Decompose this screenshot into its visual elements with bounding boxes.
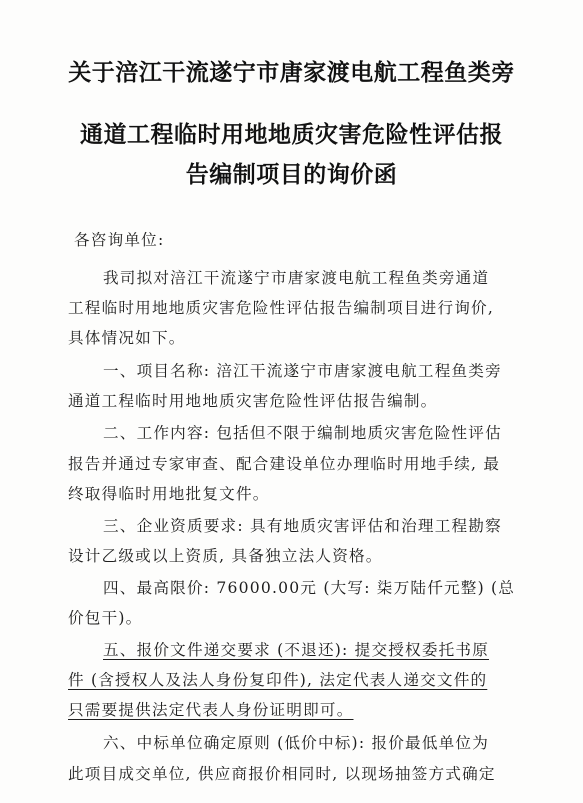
intro-paragraph-line-2: 工程临时用地地质灾害危险性评估报告编制项目进行询价, bbox=[68, 299, 495, 317]
intro-paragraph-line-3: 具体情况如下。 bbox=[68, 329, 186, 347]
winner-principle-line-1: 六、中标单位确定原则 (低价中标): 报价最低单位为 bbox=[103, 734, 490, 752]
salutation: 各咨询单位: bbox=[74, 231, 165, 249]
intro-paragraph-line-1: 我司拟对涪江干流遂宁市唐家渡电航工程鱼类旁通道 bbox=[103, 269, 490, 287]
project-name-line-2: 通道工程临时用地地质灾害危险性评估报告编制。 bbox=[68, 392, 438, 410]
max-price-line-2: 价包干)。 bbox=[68, 609, 143, 627]
winner-principle-line-2: 此项目成交单位, 供应商报价相同时, 以现场抽签方式确定 bbox=[68, 765, 496, 783]
qualification-line-1: 三、企业资质要求: 具有地质灾害评估和治理工程勘察 bbox=[103, 517, 502, 535]
max-price-line-1: 四、最高限价: 76000.00元 (大写: 柒万陆仟元整) (总 bbox=[103, 579, 516, 597]
document-title-line-3: 告编制项目的询价函 bbox=[185, 162, 398, 188]
work-content-line-2: 报告并通过专家审查、配合建设单位办理临时用地手续, 最 bbox=[68, 455, 501, 473]
submission-requirements-line-3: 只需要提供法定代表人身份证明即可。 bbox=[68, 701, 354, 719]
submission-requirements-line-1: 五、报价文件递交要求 (不退还): 提交授权委托书原 bbox=[103, 641, 490, 659]
document-title-line-1: 关于涪江干流遂宁市唐家渡电航工程鱼类旁 bbox=[68, 60, 515, 86]
qualification-line-2: 设计乙级或以上资质, 具备独立法人资格。 bbox=[68, 547, 383, 565]
document-title-line-2: 通道工程临时用地地质灾害危险性评估报 bbox=[80, 122, 503, 148]
work-content-line-3: 终取得临时用地批复文件。 bbox=[68, 485, 270, 503]
work-content-line-1: 二、工作内容: 包括但不限于编制地质灾害危险性评估 bbox=[103, 424, 502, 442]
project-name-line-1: 一、项目名称: 涪江干流遂宁市唐家渡电航工程鱼类旁 bbox=[103, 362, 502, 380]
submission-requirements-line-2: 件 (含授权人及法人身份复印件), 法定代表人递交文件的 bbox=[68, 671, 488, 689]
